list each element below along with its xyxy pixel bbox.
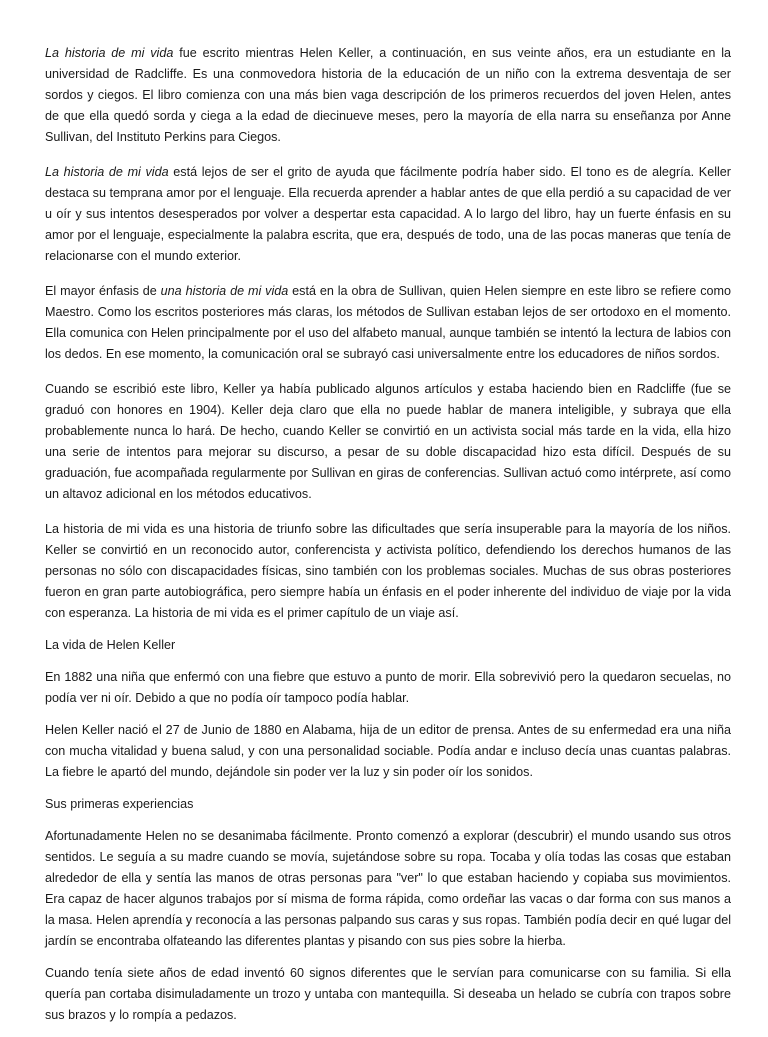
section-heading-experiences: Sus primeras experiencias bbox=[45, 797, 194, 811]
section-heading-life: La vida de Helen Keller bbox=[45, 638, 176, 652]
paragraph-4: Cuando se escribió este libro, Keller ya había publicado algunos artículos y estaba haciendo bien en Radcliffe (fue se graduó con honores en 1904). Keller deja claro que ella no puede hablar de manera inteligible, y subraya que ella probablemente nunca lo hará. De hecho, cuando Keller se convirtió en un activista social más tarde en la vida, ella hizo una serie de intentos para mejorar su discurso, a pesar de su doble discapacidad hizo esta difícil. Después de su graduación, fue acompañada regularmente por Sullivan en giras de conferencias. Sullivan actuó como intérprete, así como un altavoz adicional en los métodos educativos. bbox=[45, 382, 731, 501]
paragraph-6: En 1882 una niña que enfermó con una fiebre que estuvo a punto de morir. Ella sobrevivió pero la quedaron secuelas, no podía ver ni oír. Debido a que no podía oír tampoco podía hablar. bbox=[45, 670, 731, 705]
paragraph-8: Afortunadamente Helen no se desanimaba fácilmente. Pronto comenzó a explorar (descubrir) el mundo usando sus otros sentidos. Le seguía a su madre cuando se movía, sujetándose sobre su ropa. Tocaba y olía todas las cosas que estaban alrededor de ella y sentía las manos de otras personas para "ver" lo que estaban haciendo y copiaba sus movimientos. Era capaz de hacer algunos trabajos por sí misma de forma rápida, como ordeñar las vacas o dar forma con sus manos a la masa. Helen aprendía y reconocía a las personas palpando sus caras y sus ropas. También podía decir en qué lugar del jardín se encontraba olfateando las diferentes plantas y pisando con sus pies sobre la hierba. bbox=[45, 829, 731, 948]
paragraph-text: está lejos de ser el grito de ayuda que fácilmente podría haber sido. El tono es de alegría. Keller destaca su temprana amor por el lenguaje. Ella recuerda aprender a hablar antes de que ella perdió a su capacidad de ver u oír y sus intentos desesperados por volver a despertar esta capacidad. A lo largo del libro, hay un fuerte énfasis en su amor por el lenguaje, especialmente la palabra escrita, que era, después de todo, una de las pocas maneras que tenía de relacionarse con el mundo exterior. bbox=[45, 165, 731, 263]
paragraph-5: La historia de mi vida es una historia de triunfo sobre las dificultades que sería insuperable para la mayoría de los niños. Keller se convirtió en un reconocido autor, conferencista y activista político, defendiendo los derechos humanos de las personas no sólo con discapacidades físicas, sino también con los problemas sociales. Muchas de sus obras posteriores fueron en gran parte autobiográfica, pero siempre había un énfasis en el poder inherente del individuo de viaje por la vida con esperanza. La historia de mi vida es el primer capítulo de un viaje así. bbox=[45, 522, 731, 620]
paragraph-3 bbox=[45, 281, 731, 365]
paragraph-9: Cuando tenía siete años de edad inventó 60 signos diferentes que le servían para comunicarse con su familia. Si ella quería pan cortaba disimuladamente un trozo y untaba con mantequilla. Si deseaba un helado se cubría con trapos sobre sus brazos y lo rompía a pedazos. bbox=[45, 966, 731, 1022]
paragraph-text: fue escrito mientras Helen Keller, a continuación, en sus veinte años, era un estudiante en la universidad de Radcliffe. Es una conmovedora historia de la educación de un niño con la extrema desventaja de ser sordos y ciegos. El libro comienza con una más bien vaga descripción de los primeros recuerdos del joven Helen, antes de que ella quedó sorda y ciega a la edad de diecinueve meses, pero la mayoría de ella narra su enseñanza por Anne Sullivan, del Instituto Perkins para Ciegos. bbox=[45, 46, 731, 144]
document-page bbox=[45, 43, 731, 1037]
paragraph-2 bbox=[45, 162, 731, 267]
paragraph-1 bbox=[45, 43, 731, 148]
book-title-ref: una historia de mi vida bbox=[160, 284, 289, 298]
paragraph-7: Helen Keller nació el 27 de Junio de 1880 en Alabama, hija de un editor de prensa. Antes de su enfermedad era una niña con mucha vitalidad y buena salud, y con una personalidad sociable. Podía andar e incluso decía unas cuantas palabras. La fiebre le apartó del mundo, dejándole sin poder ver la luz y sin poder oír los sonidos. bbox=[45, 723, 731, 779]
paragraph-text: está en la obra de Sullivan, quien Helen siempre en este libro se refiere como Maestro. Como los escritos posteriores más claras, los métodos de Sullivan estaban lejos de ser ortodoxo en el momento. Ella comunica con Helen principalmente por el uso del alfabeto manual, aunque también se intentó la lectura de labios con los dedos. En ese momento, la comunicación oral se subrayó casi universalmente entre los educadores de niños sordos. bbox=[45, 284, 731, 361]
book-title-ref: La historia de mi vida bbox=[45, 165, 169, 179]
paragraph-text: El mayor énfasis de bbox=[45, 284, 161, 298]
book-title-ref: La historia de mi vida bbox=[45, 46, 174, 60]
